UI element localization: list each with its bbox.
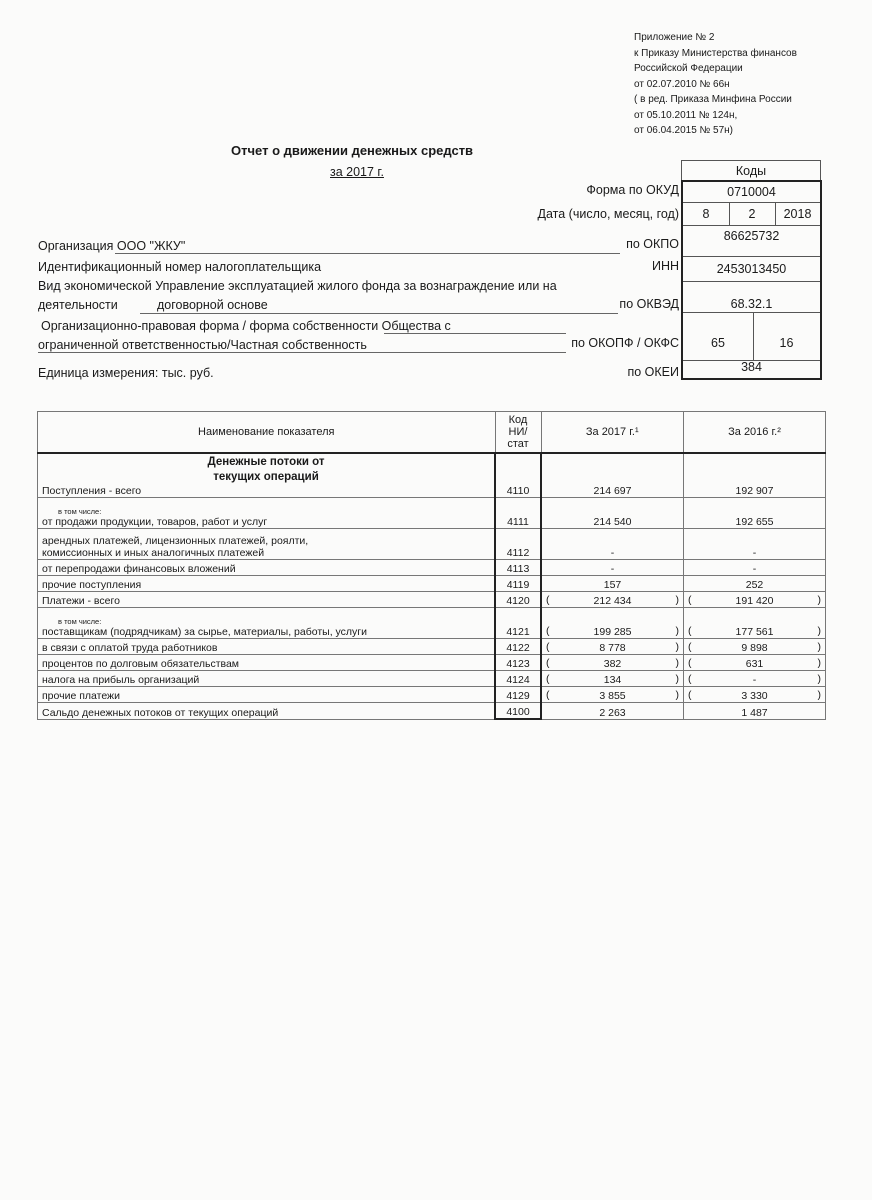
paren-open: ( [546, 673, 550, 685]
row-label: налога на прибыль организаций [38, 671, 496, 687]
paren-close: ) [817, 641, 821, 653]
appendix-line: Российской Федерации [634, 63, 743, 74]
okved-code: 68.32.1 [683, 282, 820, 313]
row-value-2017 [541, 592, 684, 608]
row-value-2017: - [541, 529, 684, 560]
row-code: 4129 [495, 687, 541, 703]
header-name: Наименование показателя [38, 412, 496, 454]
okved-label: по ОКВЭД [619, 297, 679, 311]
paren-close: ) [817, 625, 821, 637]
table-row [38, 560, 826, 576]
row-value-2016: - [684, 529, 826, 560]
org-line [38, 239, 185, 253]
row-label: поставщикам (подрядчикам) за сырье, материалы, работы, услуги [42, 626, 367, 638]
paren-close: ) [675, 673, 679, 685]
okud-code: 0710004 [683, 182, 820, 203]
okpo-code: 86625732 [683, 226, 820, 257]
row-code: 4123 [495, 655, 541, 671]
row-code: 4111 [495, 498, 541, 529]
org-name: ООО "ЖКУ" [116, 239, 186, 253]
row-name [38, 453, 496, 498]
section-title: Денежные потоки от [207, 456, 325, 468]
row-value-2016: 252 [684, 576, 826, 592]
activity-line2: договорной основе [157, 298, 268, 312]
section-title: текущих операций [213, 471, 319, 483]
value: 212 434 [593, 595, 632, 607]
row-code: 4122 [495, 639, 541, 655]
table-row [38, 655, 826, 671]
okud-label: Форма по ОКУД [586, 183, 679, 197]
paren-close: ) [675, 594, 679, 606]
legal-line2: ограниченной ответственностью/Частная собственность [38, 338, 367, 352]
row-value-2017 [541, 639, 684, 655]
value: 177 561 [735, 626, 774, 638]
value: 3 330 [741, 690, 768, 702]
table-row [38, 453, 826, 498]
table-row [38, 498, 826, 529]
value: 3 855 [599, 690, 626, 702]
row-value-2017 [541, 608, 684, 639]
table-row [38, 592, 826, 608]
paren-close: ) [675, 625, 679, 637]
value: 8 778 [599, 642, 626, 654]
row-name [38, 498, 496, 529]
in-total-note: в том числе: [58, 507, 102, 516]
row-code: 4120 [495, 592, 541, 608]
row-value-2017 [541, 671, 684, 687]
okfs-code: 16 [779, 336, 794, 350]
okopf-label: по ОКОПФ / ОКФС [571, 336, 679, 350]
table-row [38, 639, 826, 655]
date-year: 2018 [783, 207, 812, 221]
row-label: в связи с оплатой труда работников [38, 639, 496, 655]
paren-close: ) [817, 594, 821, 606]
row-value-2017: 214 697 [541, 453, 684, 498]
unit-label: Единица измерения: тыс. руб. [38, 366, 214, 380]
row-value-2017: 214 540 [541, 498, 684, 529]
table-row [38, 529, 826, 560]
activity-line1: Вид экономической Управление эксплуатацией жилого фонда за вознаграждение или на [38, 279, 557, 293]
codes-box [681, 180, 822, 380]
header-code: Код НИ/ стат [495, 412, 541, 454]
header-2016: За 2016 г.² [684, 412, 826, 454]
row-code: 4110 [495, 453, 541, 498]
row-name [38, 608, 496, 639]
paren-close: ) [817, 673, 821, 685]
cashflow-table [37, 411, 826, 720]
paren-open: ( [546, 657, 550, 669]
paren-close: ) [675, 641, 679, 653]
inn-label: ИНН [651, 259, 679, 273]
paren-open: ( [546, 641, 550, 653]
legal-line1: Организационно-правовая форма / форма собственности Общества с [41, 319, 451, 333]
row-value-2017 [541, 687, 684, 703]
row-label: Платежи - всего [38, 592, 496, 608]
paren-open: ( [688, 689, 692, 701]
row-value-2016: 192 655 [684, 498, 826, 529]
okei-code: 384 [741, 360, 762, 374]
table-header [38, 412, 826, 454]
row-value-2016 [684, 608, 826, 639]
row-code: 4124 [495, 671, 541, 687]
row-value-2016: 1 487 [684, 703, 826, 720]
table-row [38, 608, 826, 639]
value: - [752, 674, 757, 686]
row-value-2016 [684, 655, 826, 671]
date-day: 8 [702, 207, 710, 221]
row-label: прочие платежи [38, 687, 496, 703]
codes-header: Коды [681, 160, 821, 180]
value: 9 898 [741, 642, 768, 654]
row-value-2016 [684, 592, 826, 608]
paren-close: ) [817, 657, 821, 669]
row-value-2017: 157 [541, 576, 684, 592]
date-label: Дата (число, месяц, год) [537, 207, 679, 221]
report-period: за 2017 г. [330, 165, 384, 179]
row-value-2016 [684, 671, 826, 687]
row-label: прочие поступления [38, 576, 496, 592]
row-code: 4100 [495, 703, 541, 720]
row-label: от продажи продукции, товаров, работ и услуг [42, 516, 268, 528]
paren-open: ( [688, 594, 692, 606]
row-value-2017 [541, 655, 684, 671]
table-row [38, 687, 826, 703]
appendix-line: к Приказу Министерства финансов [634, 47, 797, 59]
paren-open: ( [688, 625, 692, 637]
value: 134 [603, 674, 622, 686]
row-value-2017: - [541, 560, 684, 576]
value: 199 285 [593, 626, 632, 638]
paren-open: ( [546, 625, 550, 637]
row-label: процентов по долговым обязательствам [38, 655, 496, 671]
row-code: 4112 [495, 529, 541, 560]
paren-open: ( [688, 657, 692, 669]
paren-open: ( [688, 641, 692, 653]
paren-close: ) [675, 657, 679, 669]
row-value-2016: 192 907 [684, 453, 826, 498]
okpo-label: по ОКПО [626, 237, 679, 251]
paren-open: ( [546, 594, 550, 606]
row-value-2017: 2 263 [541, 703, 684, 720]
okopf-okfs-cells [683, 313, 820, 361]
row-label: от перепродажи финансовых вложений [38, 560, 496, 576]
inn-code: 2453013450 [683, 257, 820, 282]
table-row [38, 576, 826, 592]
report-title: Отчет о движении денежных средств [231, 143, 474, 158]
appendix-line: от 05.10.2011 № 124н, [634, 109, 738, 121]
header-2017: За 2017 г.¹ [541, 412, 684, 454]
value: 382 [603, 658, 622, 670]
in-total-note: в том числе: [58, 617, 102, 626]
inn-text: Идентификационный номер налогоплательщика [38, 260, 322, 274]
row-name [38, 529, 496, 560]
row-label: комиссионных и иных аналогичных платежей [42, 547, 265, 559]
activity-label2: деятельности [38, 298, 118, 312]
appendix-line: ( в ред. Приказа Минфина России [634, 94, 792, 105]
date-month: 2 [748, 207, 756, 221]
org-label: Организация [38, 239, 114, 253]
row-code: 4121 [495, 608, 541, 639]
okopf-code: 65 [711, 336, 725, 350]
paren-open: ( [546, 689, 550, 701]
value: 191 420 [735, 595, 774, 607]
value: 631 [745, 658, 764, 670]
row-label: Сальдо денежных потоков от текущих операций [38, 703, 496, 720]
paren-open: ( [688, 673, 692, 685]
date-cells [683, 203, 820, 226]
paren-close: ) [817, 689, 821, 701]
okei-label: по ОКЕИ [627, 365, 679, 379]
table-row [38, 671, 826, 687]
row-code: 4119 [495, 576, 541, 592]
paren-close: ) [675, 689, 679, 701]
row-code: 4113 [495, 560, 541, 576]
appendix-line: от 06.04.2015 № 57н) [634, 125, 734, 136]
row-label: Поступления - всего [42, 485, 142, 497]
appendix-note [634, 30, 797, 139]
row-value-2016 [684, 639, 826, 655]
appendix-line: от 02.07.2010 № 66н [634, 78, 730, 90]
row-value-2016: - [684, 560, 826, 576]
row-value-2016 [684, 687, 826, 703]
appendix-line: Приложение № 2 [634, 32, 715, 43]
row-label-line1: арендных платежей, лицензионных платежей, роялти, [42, 535, 309, 547]
table-row [38, 703, 826, 720]
